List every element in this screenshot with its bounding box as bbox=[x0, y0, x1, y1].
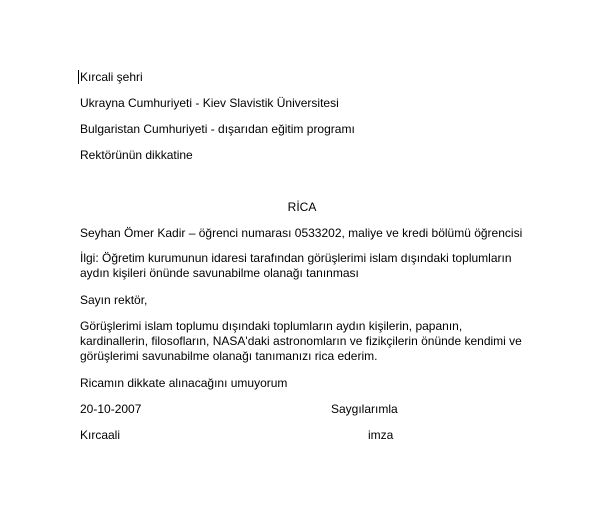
closing-line: Ricamın dikkate alınacağını umuyorum bbox=[80, 376, 288, 390]
signature-label: imza bbox=[368, 428, 394, 442]
subject-line-2: aydın kişileri önünde savunabilme olanağı tanınması bbox=[80, 266, 359, 280]
body-line-1: Görüşlerimi islam toplumu dışındaki toplumların aydın kişilerin, papanın, bbox=[80, 319, 463, 333]
program-line: Bulgaristan Cumhuriyeti - dışarıdan eğitim programı bbox=[80, 122, 355, 136]
subject-line-1: İlgi: Öğretim kurumunun idaresi tarafından görüşlerimi islam dışındaki toplumların bbox=[80, 251, 512, 265]
city-line: Kırcali şehri bbox=[80, 70, 143, 84]
document-title: RİCA bbox=[287, 200, 317, 214]
text-cursor bbox=[78, 70, 79, 84]
addressee-line: Rektörünün dikkatine bbox=[80, 148, 193, 162]
date-text: 20-10-2007 bbox=[80, 402, 142, 416]
sender-line: Seyhan Ömer Kadir – öğrenci numarası 0533202, maliye ve kredi bölümü öğrencisi bbox=[80, 226, 523, 240]
university-line: Ukrayna Cumhuriyeti - Kiev Slavistik Üniversitesi bbox=[80, 96, 339, 110]
regards-text: Saygılarımla bbox=[331, 402, 398, 416]
body-line-3: görüşlerimi savunabilme olanağı tanımanızı rica ederim. bbox=[80, 349, 378, 363]
body-line-2: kardinallerin, filosofların, NASA'daki astronomların ve fizikçilerin önünde kendimi ve bbox=[80, 334, 522, 348]
salutation: Sayın rektör, bbox=[80, 293, 148, 307]
place-text: Kırcaali bbox=[80, 428, 121, 442]
